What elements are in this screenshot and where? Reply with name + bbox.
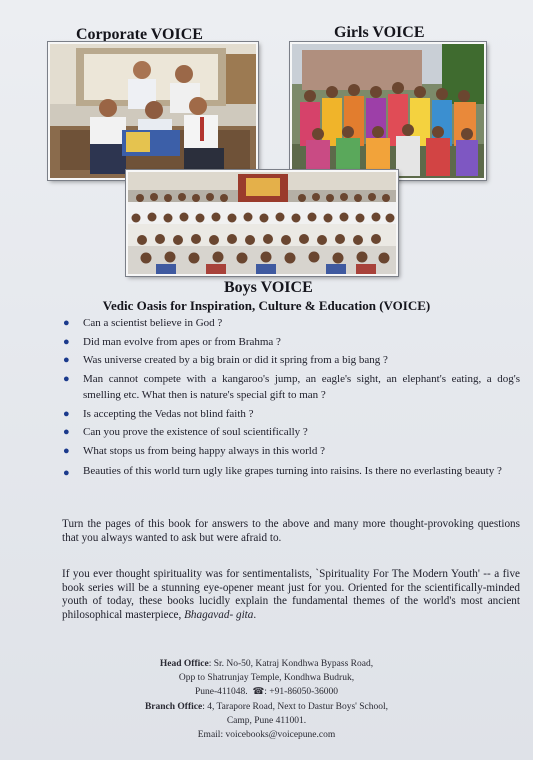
caption-boys: Boys VOICE [224, 279, 313, 296]
caption-corporate: Corporate VOICE [76, 26, 203, 43]
boys-photo [126, 170, 398, 276]
question-list [58, 315, 520, 483]
bullet-icon: ● [63, 407, 70, 420]
list-item: ● Can a scientist believe in God ? [58, 315, 520, 332]
head-office-line3: Pune-411048. ☎: +91-86050-36000 [195, 687, 338, 698]
book-title: Bhagavad- gita [184, 608, 254, 621]
telephone-icon: ☎ [252, 687, 265, 698]
bullet-icon: ● [63, 317, 70, 329]
branch-office-line1: Branch Office: 4, Tarapore Road, Next to Dastur Boys' School, [144, 701, 389, 712]
list-item: ● Can you prove the existence of soul scientifically ? [58, 424, 520, 441]
head-office-line1: Head Office: Sr. No-50, Katraj Kondhwa Bypass Road, [159, 659, 374, 669]
list-item: ● Was universe created by a big brain or did it spring from a big bang ? [58, 352, 520, 369]
series-paragraph: If you ever thought spirituality was for sentimentalists, `Spirituality For The Modern Youth' -- a five book series will be a stunning eye-opener meant just for you. Oriented for the scientifically-minded youth of today, these books lucidly explain the fundamental themes of the world's most ancient philosophical masterpiece, Bhagavad- gita. [62, 568, 520, 621]
email-line[interactable]: Email: voicebooks@voicepune.com [197, 730, 336, 741]
list-item: ● Beauties of this world turn ugly like grapes turning into raisins. Is there no everlasting beauty ? [58, 461, 520, 481]
voice-subtitle: Vedic Oasis for Inspiration, Culture & Education (VOICE) [102, 298, 431, 313]
girls-photo [290, 42, 486, 180]
caption-girls: Girls VOICE [334, 24, 425, 41]
bullet-icon: ● [63, 426, 70, 438]
list-item: ● Man cannot compete with a kangaroo's jump, an eagle's sight, an elephant's eating, a dog's smelling etc. What then is nature's special gift to man ? [63, 372, 520, 401]
branch-office-line2: Camp, Pune 411001. [226, 715, 307, 726]
bullet-icon: ● [63, 372, 70, 385]
list-item: ● What stops us from being happy always in this world ? [58, 443, 520, 460]
head-office-line2: Opp to Shatrunjay Temple, Kondhwa Budruk, [178, 673, 355, 684]
list-item: ● Is accepting the Vedas not blind faith ? [58, 406, 520, 423]
bullet-icon: ● [63, 354, 70, 366]
intro-paragraph: Turn the pages of this book for answers to the above and many more thought-provoking questions that you always wanted to ask but were afraid to. [62, 518, 520, 544]
list-item: ● Did man evolve from apes or from Brahma ? [58, 334, 520, 351]
bullet-icon: ● [63, 444, 70, 457]
corporate-photo [48, 42, 258, 180]
bullet-icon: ● [63, 335, 70, 348]
bullet-icon: ● [63, 467, 70, 479]
contact-footer [0, 657, 533, 742]
